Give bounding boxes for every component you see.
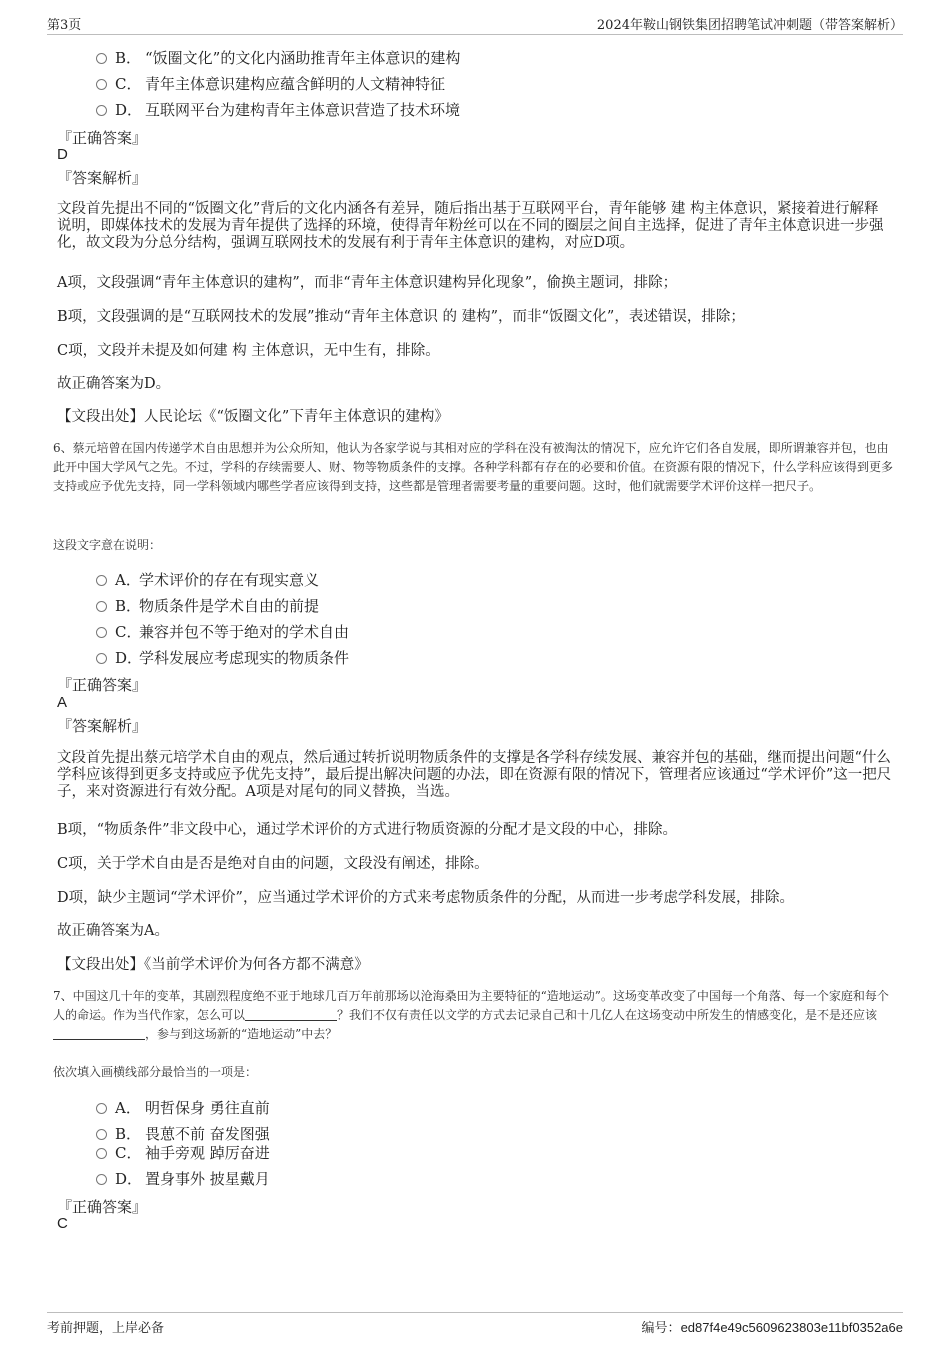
radio-icon[interactable] [96,1148,107,1159]
q5-source: 【文段出处】人民论坛《“饭圈文化”下青年主体意识的建构》 [57,409,449,425]
footer-slogan: 考前押题，上岸必备 [47,1321,165,1336]
q6-conclusion: 故正确答案为A。 [57,923,169,939]
radio-icon[interactable] [96,1129,107,1140]
q7-blank-1[interactable] [245,1008,337,1021]
q7-stem: 7、中国这几十年的变革，其剧烈程度绝不亚于地球几百万年前那场以沧海桑田为主要特征的“造地运动”。这场变革改变了中国每一个角落、每一个家庭和每个人的命运。作为当代作家，怎么可以 ？我们不仅有责任以文学的方式去记录自己和十几亿人在这场变动中所发生的情感变化，是不是还应该，参与到这场新的“造地运动”中去？ [53,989,889,1041]
q6-prompt: 这段文字意在说明： [53,538,162,552]
radio-icon[interactable] [96,1103,107,1114]
q6-b-note: B项，“物质条件”非文段中心，通过学术评价的方式进行物质资源的分配才是文段的中心，排除。 [57,822,677,838]
page-footer [47,1312,903,1339]
q7-answer: C [57,1215,68,1232]
q6-source: 【文段出处】《当前学术评价为何各方都不满意》 [57,957,369,973]
radio-icon[interactable] [96,653,107,664]
q5-analysis: 文段首先提出不同的“饭圈文化”背后的文化内涵各有差异，随后指出基于互联网平台，青年能够 建 构主体意识，紧接着进行解释说明，即媒体技术的发展为青年提供了选择的环境，使得青年粉丝可以在不同的圈层之间自主选择，促进了青年主体意识进一步强化，故文段为分总分结构，强调互联网技术的发展有利于青年主体意识的建构，对应D项。 [57,201,884,251]
page-number: 第3页 [47,18,82,33]
q6-answer-tag: 『正确答案』 [57,676,148,694]
q5-option-b[interactable]: B． “饭圈文化”的文化内涵助推青年主体意识的建构 [96,47,460,67]
radio-icon[interactable] [96,601,107,612]
radio-icon[interactable] [96,79,107,90]
q5-option-d[interactable]: D． 互联网平台为建构青年主体意识营造了技术环境 [96,99,460,119]
q6-d-note: D项，缺少主题词“学术评价”，应当通过学术评价的方式来考虑物质条件的分配，从而进一步考虑学科发展，排除。 [57,890,794,906]
radio-icon[interactable] [96,53,107,64]
q6-answer: A [57,694,68,711]
q7-answer-tag: 『正确答案』 [57,1198,148,1216]
q6-c-note: C项，关于学术自由是否是绝对自由的问题，文段没有阐述，排除。 [57,856,489,872]
q5-answer: D [57,146,68,163]
q6-option-d[interactable]: D．学科发展应考虑现实的物质条件 [96,647,349,667]
q5-a-note: A项，文段强调“青年主体意识的建构”，而非“青年主体意识建构异化现象”，偷换主题词，排除； [57,275,678,291]
q7-prompt: 依次填入画横线部分最恰当的一项是： [53,1065,258,1079]
q7-option-b[interactable]: B． 畏葸不前 奋发图强 [96,1123,270,1143]
q6-option-a[interactable]: A．学术评价的存在有现实意义 [96,569,319,589]
radio-icon[interactable] [96,627,107,638]
q6-analysis-tag: 『答案解析』 [57,717,148,735]
page-header [47,12,903,35]
radio-icon[interactable] [96,575,107,586]
q6-analysis: 文段首先提出蔡元培学术自由的观点，然后通过转折说明物质条件的支撑是各学科存续发展、兼容并包的基础，继而提出问题“什么学科应该得到更多支持或应予优先支持”，最后提出解决问题的办法，即在资源有限的情况下，管理者应该通过“学术评价”这一把尺子，来对资源进行有效分配。A项是对尾句的同义替换，当选。 [57,750,892,800]
q6-option-c[interactable]: C．兼容并包不等于绝对的学术自由 [96,621,349,641]
document-code: 编号：ed87f4e49c5609623803e11bf0352a6e [641,1320,903,1336]
q5-answer-tag: 『正确答案』 [57,129,148,147]
q7-option-c[interactable]: C． 袖手旁观 踔厉奋进 [96,1142,270,1162]
q7-option-a[interactable]: A． 明哲保身 勇往直前 [96,1097,270,1117]
q7-option-d[interactable]: D． 置身事外 披星戴月 [96,1168,270,1188]
q5-conclusion: 故正确答案为D。 [57,376,171,392]
q6-stem: 6、蔡元培曾在国内传递学术自由思想并为公众所知，他认为各家学说与其相对应的学科在没有被淘汰的情况下，应允许它们各自发展，即所谓兼容并包，也由此开中国大学风气之先。不过，学科的存续需要人、财、物等物质条件的支撑。各种学科都有存在的必要和价值。在资源有限的情况下，什么学科应该得到更多支持或应予优先支持，同一学科领域内哪些学者应该得到支持，这些都是管理者需要考量的重要问题。这时，他们就需要学术评价这样一把尺子。 [53,441,894,493]
q5-option-c[interactable]: C． 青年主体意识建构应蕴含鲜明的人文精神特征 [96,73,445,93]
radio-icon[interactable] [96,1174,107,1185]
radio-icon[interactable] [96,105,107,116]
q6-option-b[interactable]: B．物质条件是学术自由的前提 [96,595,319,615]
q5-b-note: B项，文段强调的是“互联网技术的发展”推动“青年主体意识 的 建构”，而非“饭圈文化”，表述错误，排除； [57,309,745,325]
q5-analysis-tag: 『答案解析』 [57,169,148,187]
q7-blank-2[interactable] [53,1027,145,1040]
document-title: 2024年鞍山钢铁集团招聘笔试冲刺题（带答案解析） [596,18,903,33]
q5-c-note: C项，文段并未提及如何建 构 主体意识，无中生有，排除。 [57,343,440,359]
